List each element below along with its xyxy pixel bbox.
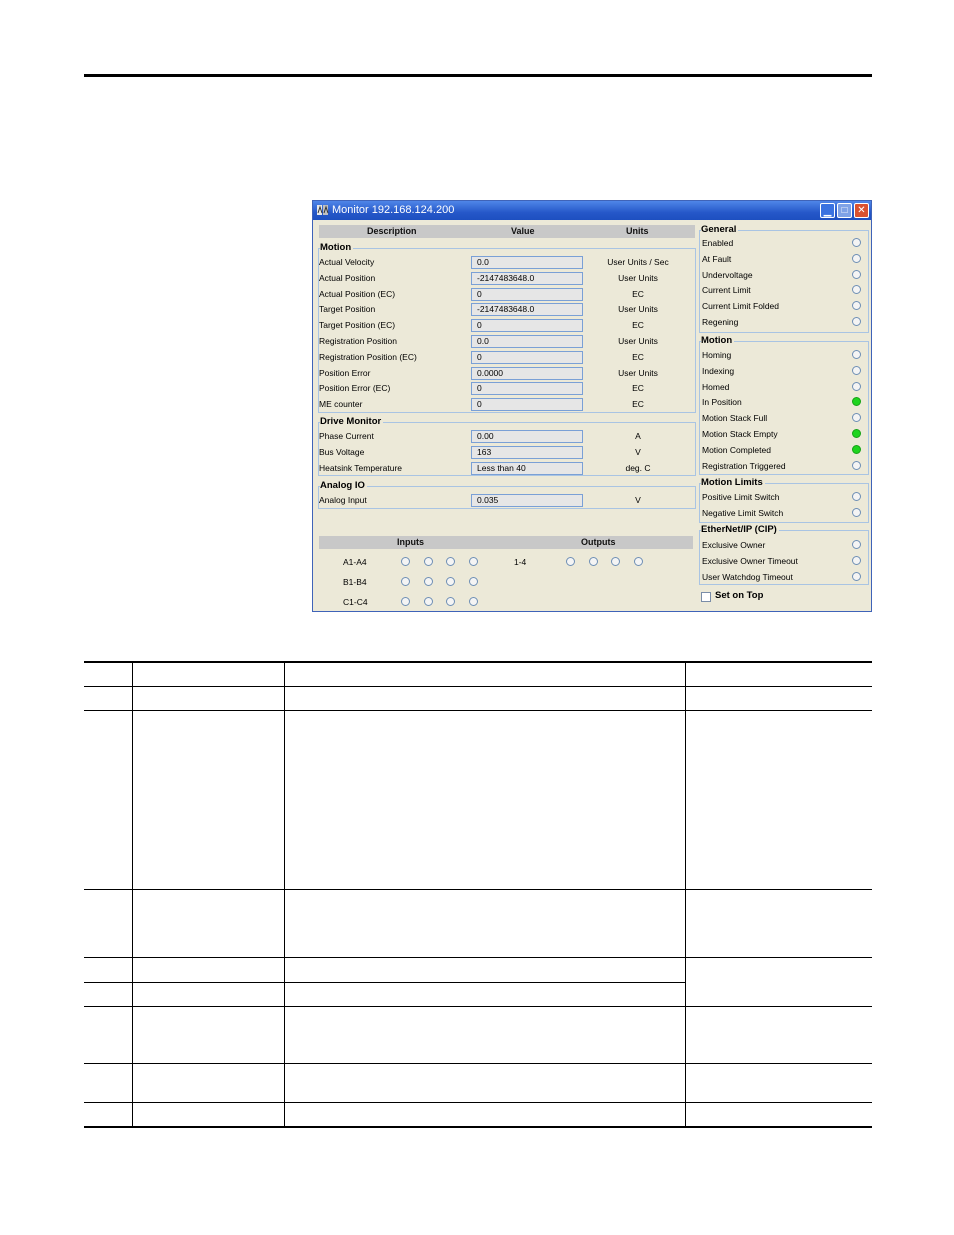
status-led-icon [852, 492, 861, 501]
analog-io-group-title: Analog IO [320, 480, 365, 491]
status-label: Exclusive Owner [702, 540, 766, 550]
row-label: Bus Voltage [319, 446, 365, 457]
status-label: Motion Stack Empty [702, 429, 778, 439]
status-led-icon [852, 461, 861, 470]
io-indicator-icon [566, 557, 575, 566]
io-row-label: 1-4 [514, 557, 527, 567]
status-label: Current Limit Folded [702, 301, 780, 312]
table-header-rule [84, 686, 872, 687]
io-indicator-icon [634, 557, 643, 566]
row-unit: EC [632, 383, 644, 394]
status-led-icon [852, 540, 861, 549]
drive-monitor-group-title: Drive Monitor [320, 416, 382, 427]
value-field[interactable]: 0.0 [471, 335, 583, 348]
status-group-title: EtherNet/IP (CIP) [701, 524, 777, 535]
io-indicator-icon [424, 597, 433, 606]
value-field[interactable]: 0 [471, 382, 583, 395]
table-row-rule [84, 1006, 872, 1007]
io-indicator-icon [424, 577, 433, 586]
row-label: Actual Position [319, 272, 376, 283]
status-row [701, 490, 869, 504]
value-row [313, 271, 696, 285]
table-row-rule [84, 889, 872, 890]
status-led-icon [852, 285, 861, 294]
row-unit: User Units / Sec [607, 257, 669, 267]
status-led-icon [852, 254, 861, 263]
status-label: Positive Limit Switch [702, 492, 780, 502]
status-row [701, 538, 869, 552]
row-unit: deg. C [625, 462, 651, 473]
minimize-button[interactable] [820, 203, 835, 218]
value-row [313, 302, 696, 316]
status-led-icon [852, 413, 861, 422]
status-group-title: Motion [701, 335, 733, 346]
status-led-icon [852, 382, 861, 391]
status-row [701, 299, 869, 313]
status-row [701, 268, 869, 282]
io-indicator-icon [401, 577, 410, 586]
value-row [313, 255, 696, 269]
status-label: Homed [702, 381, 730, 392]
io-indicator-icon [469, 577, 478, 586]
value-row [313, 366, 696, 380]
value-field[interactable]: 0 [471, 351, 583, 364]
top-rule [84, 74, 872, 77]
io-header [319, 536, 693, 549]
value-field[interactable]: 163 [471, 446, 583, 459]
value-row [313, 445, 696, 459]
status-row [701, 236, 869, 250]
status-led-icon [852, 508, 861, 517]
status-label: Negative Limit Switch [702, 507, 784, 518]
close-icon: ✕ [857, 205, 866, 216]
value-row [313, 429, 696, 443]
value-field[interactable]: 0 [471, 288, 583, 301]
status-row [701, 554, 869, 568]
status-row [701, 459, 869, 473]
status-led-icon [852, 317, 861, 326]
row-unit: User Units [618, 367, 658, 378]
status-row [701, 411, 869, 425]
io-indicator-icon [469, 597, 478, 606]
status-label: Exclusive Owner Timeout [702, 555, 798, 566]
row-unit: A [635, 431, 641, 441]
row-unit: V [635, 495, 641, 505]
status-led-icon [852, 238, 861, 247]
row-unit: EC [632, 320, 644, 331]
status-label: Registration Triggered [702, 460, 786, 471]
value-field[interactable]: 0.0 [471, 256, 583, 269]
io-row-label: A1-A4 [343, 557, 367, 567]
status-label: Homing [702, 350, 732, 360]
row-label: Position Error [319, 367, 371, 378]
motion-group-title: Motion [320, 242, 352, 253]
value-row [313, 350, 696, 364]
title-bar[interactable] [313, 201, 871, 220]
row-label: Heatsink Temperature [319, 462, 402, 473]
io-indicator-icon [446, 597, 455, 606]
status-led-icon [852, 270, 861, 279]
header-description: Description [367, 226, 417, 236]
table-column-rule [132, 663, 133, 1126]
row-unit: EC [632, 351, 644, 362]
status-label: Indexing [702, 365, 735, 376]
row-unit: V [635, 446, 641, 457]
value-field[interactable]: 0.035 [471, 494, 583, 507]
app-icon [317, 204, 329, 216]
status-row [701, 348, 869, 362]
status-led-icon [852, 397, 861, 406]
value-field[interactable]: 0.0000 [471, 367, 583, 380]
value-row [313, 493, 696, 507]
status-row [701, 395, 869, 409]
row-unit: EC [632, 288, 644, 299]
value-field[interactable]: 0 [471, 319, 583, 332]
close-button[interactable] [854, 203, 869, 218]
value-field[interactable]: 0.00 [471, 430, 583, 443]
value-field[interactable]: -2147483648.0 [471, 272, 583, 285]
table-row-rule [84, 982, 685, 983]
io-indicator-icon [401, 597, 410, 606]
row-label: Registration Position [319, 336, 397, 346]
header-value: Value [511, 226, 535, 236]
status-row [701, 315, 869, 329]
value-row [313, 287, 696, 301]
status-led-icon [852, 556, 861, 565]
value-field[interactable]: Less than 40 [471, 462, 583, 475]
io-indicator-icon [446, 577, 455, 586]
row-unit: EC [632, 399, 644, 410]
window-title: Monitor 192.168.124.200 [332, 204, 455, 216]
inputs-header: Inputs [397, 537, 424, 547]
value-row [313, 334, 696, 348]
status-label: Undervoltage [702, 269, 753, 280]
value-field[interactable]: -2147483648.0 [471, 303, 583, 316]
table-top-rule [84, 661, 872, 663]
io-row [313, 555, 696, 569]
set-on-top-label: Set on Top [715, 590, 764, 601]
status-row [701, 283, 869, 297]
table-column-rule [284, 663, 285, 1126]
row-label: ME counter [319, 399, 363, 410]
row-unit: User Units [618, 304, 658, 315]
row-label: Analog Input [319, 495, 367, 505]
status-led-icon [852, 301, 861, 310]
table-column-rule [685, 663, 686, 1126]
table-row-rule [84, 710, 872, 711]
io-row [313, 595, 696, 609]
status-row [701, 364, 869, 378]
status-label: Regening [702, 317, 739, 327]
header-units: Units [626, 226, 649, 236]
status-label: Motion Completed [702, 444, 771, 455]
status-led-icon [852, 350, 861, 359]
row-label: Position Error (EC) [319, 383, 391, 394]
io-indicator-icon [611, 557, 620, 566]
table-row-rule [84, 1102, 872, 1103]
status-row [701, 443, 869, 457]
status-group-title: General [701, 224, 737, 235]
maximize-button[interactable] [837, 203, 852, 218]
row-label: Target Position [319, 304, 376, 315]
io-row-label: B1-B4 [343, 576, 367, 587]
row-label: Actual Position (EC) [319, 288, 396, 299]
status-led-icon [852, 366, 861, 375]
status-label: In Position [702, 397, 742, 408]
value-row [313, 318, 696, 332]
minimize-icon: ▁ [823, 206, 832, 217]
table-row-rule [84, 957, 872, 958]
row-label: Phase Current [319, 431, 374, 441]
monitor-column-header [319, 225, 695, 238]
status-row [701, 506, 869, 520]
outputs-header: Outputs [581, 537, 616, 547]
status-row [701, 252, 869, 266]
status-led-icon [852, 572, 861, 581]
io-row [313, 575, 696, 589]
status-group-title: Motion Limits [701, 477, 763, 488]
status-label: Current Limit [702, 285, 751, 296]
status-row [701, 427, 869, 441]
monitor-window [312, 200, 872, 612]
value-row [313, 461, 696, 475]
status-row [701, 380, 869, 394]
status-label: Enabled [702, 238, 734, 248]
table-row-rule [84, 1063, 872, 1064]
row-unit: User Units [618, 272, 658, 283]
io-indicator-icon [589, 557, 598, 566]
io-row-label: C1-C4 [343, 596, 368, 607]
row-unit: User Units [618, 336, 658, 346]
value-field[interactable]: 0 [471, 398, 583, 411]
status-label: Motion Stack Full [702, 413, 768, 424]
status-row [701, 570, 869, 584]
value-row [313, 381, 696, 395]
value-row [313, 397, 696, 411]
row-label: Actual Velocity [319, 257, 375, 267]
row-label: Registration Position (EC) [319, 351, 417, 362]
table-bottom-rule [84, 1126, 872, 1128]
maximize-icon: □ [841, 205, 848, 216]
status-label: At Fault [702, 253, 732, 264]
status-led-icon [852, 429, 861, 438]
status-label: User Watchdog Timeout [702, 571, 793, 582]
set-on-top-checkbox[interactable] [701, 592, 711, 602]
status-led-icon [852, 445, 861, 454]
row-label: Target Position (EC) [319, 320, 396, 331]
